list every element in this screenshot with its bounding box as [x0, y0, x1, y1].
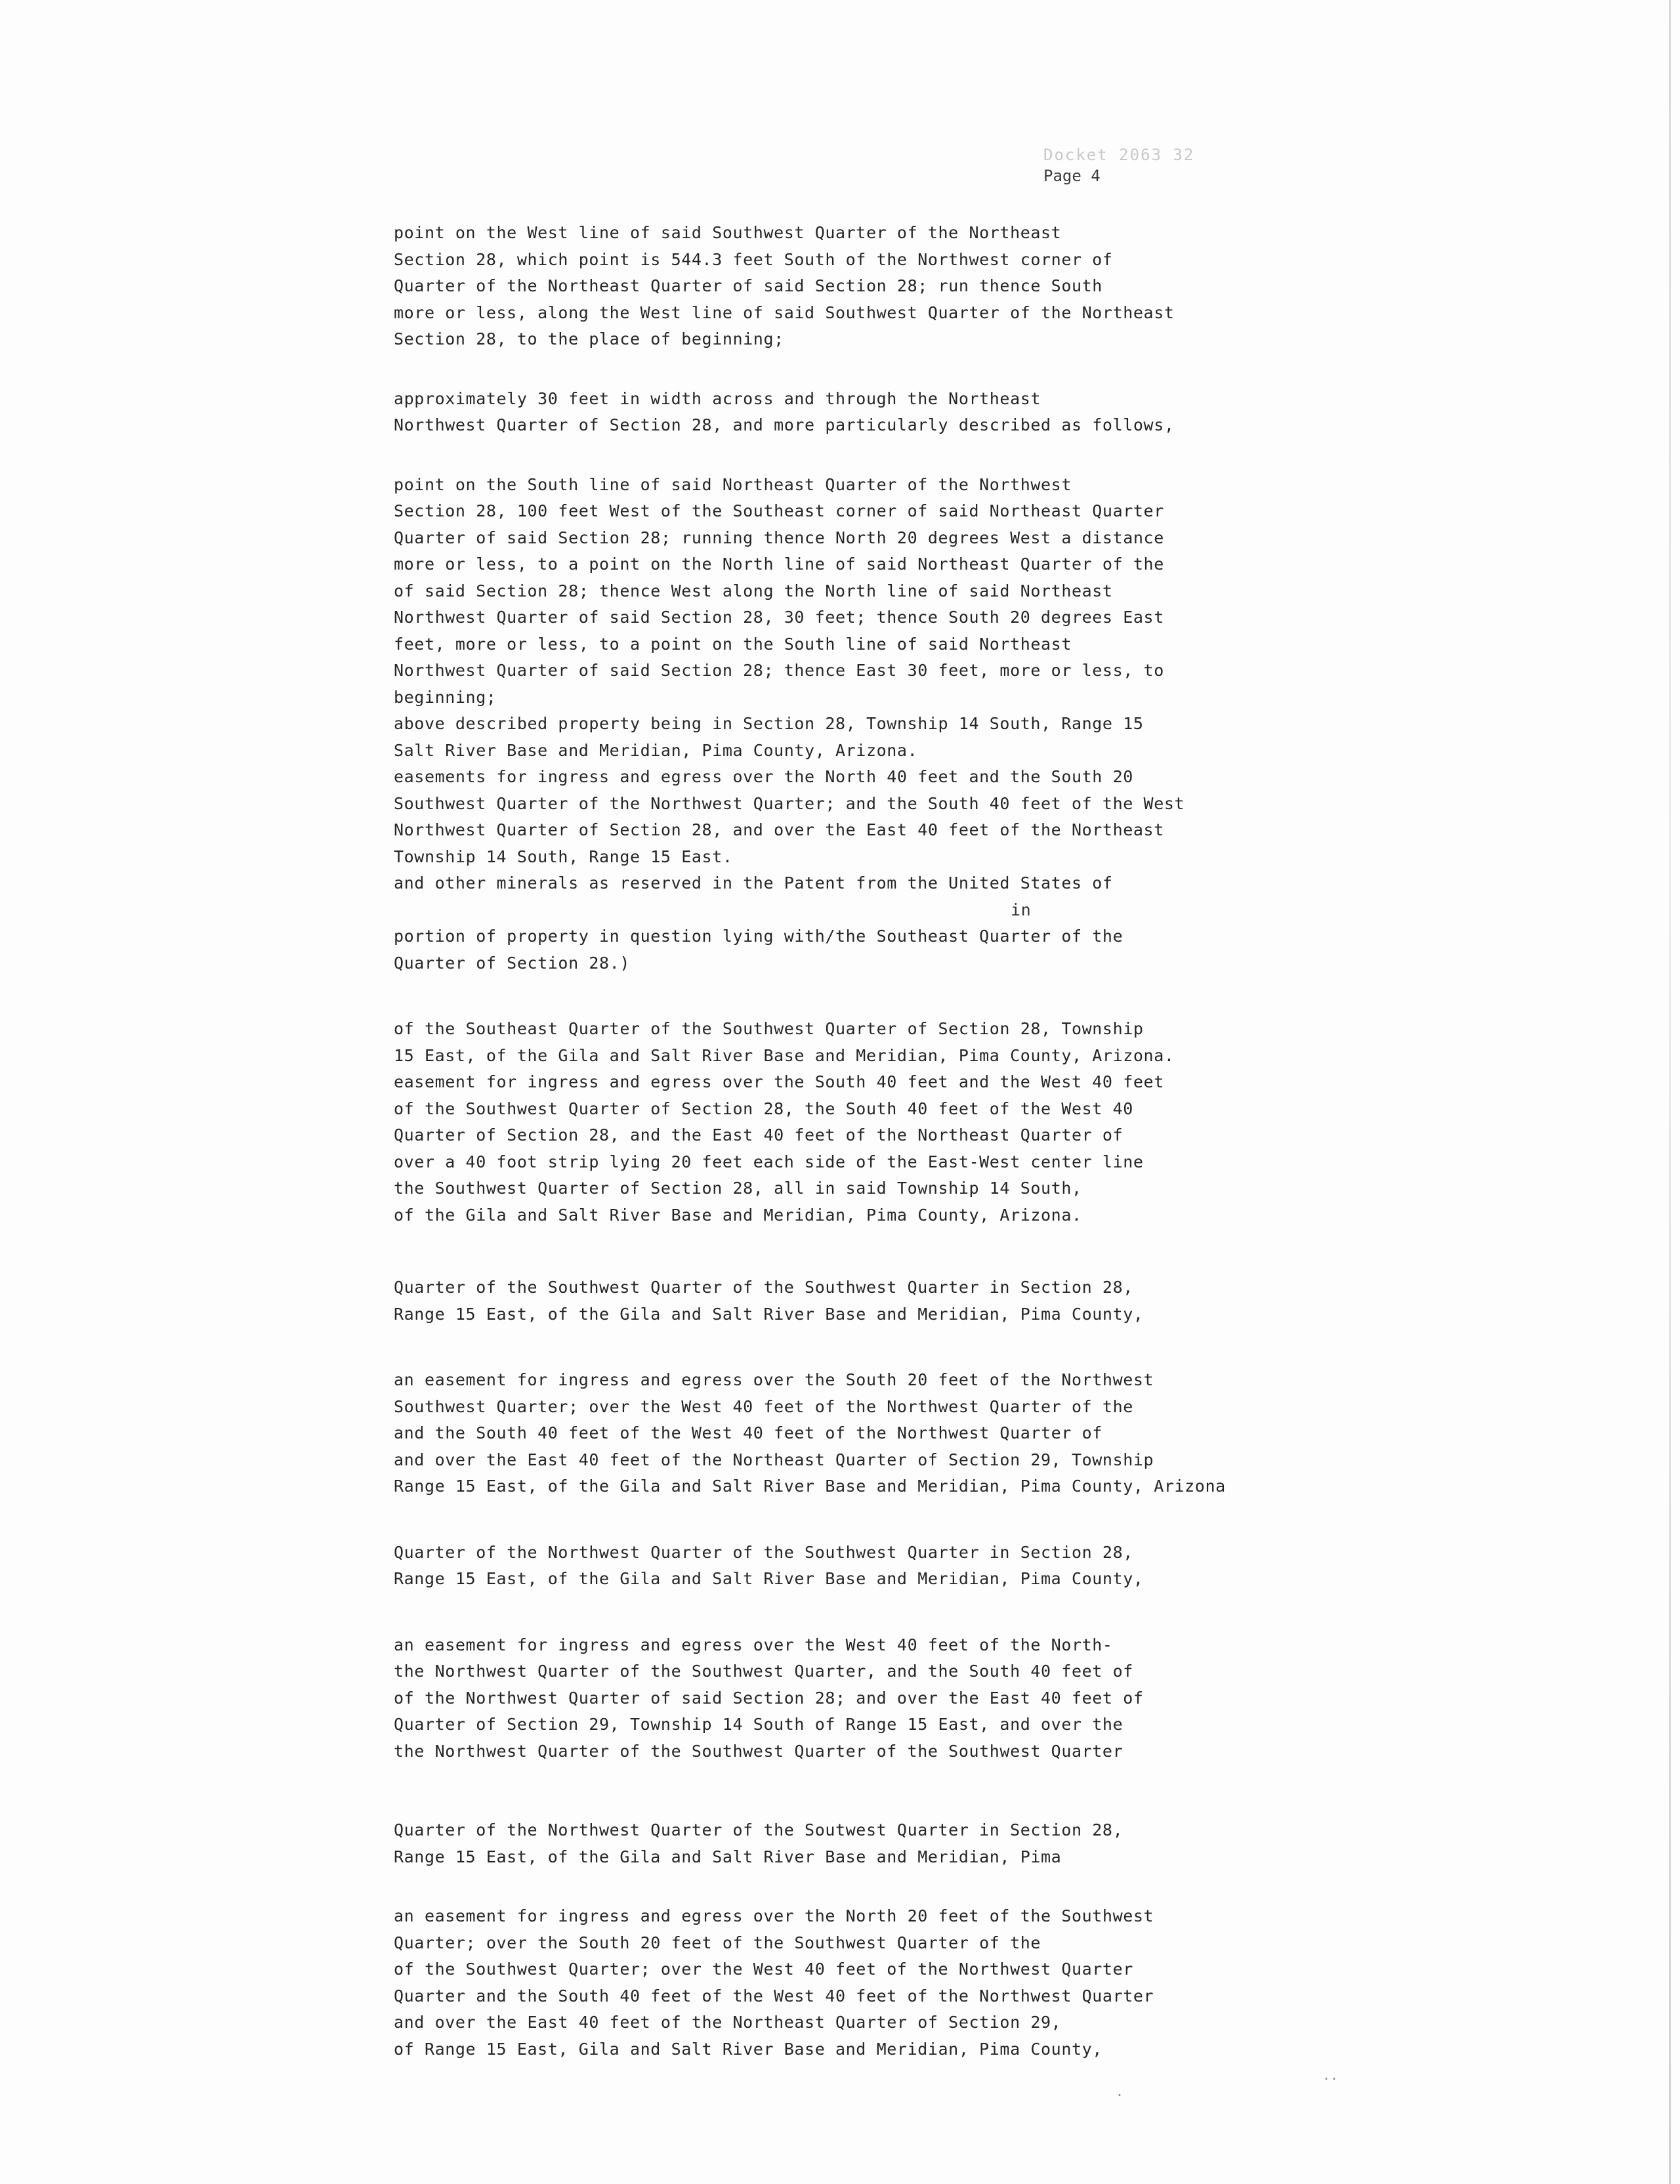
- text-line: of said Section 28; thence West along the North line of said Northeast: [394, 581, 1113, 600]
- scan-speck: .: [1116, 2084, 1124, 2099]
- text-line: Northwest Quarter of said Section 28; thence East 30 feet, more or less, to: [394, 661, 1164, 680]
- text-line: Northwest Quarter of Section 28, and more particularly described as follows,: [394, 415, 1175, 434]
- text-line: and the South 40 feet of the West 40 feet of the Northwest Quarter of: [394, 1423, 1102, 1442]
- text-line: beginning;: [394, 687, 497, 707]
- text-line: of the Southwest Quarter of Section 28, the South 40 feet of the West 40: [394, 1099, 1133, 1118]
- text-line: Section 28, 100 feet West of the Southeast corner of said Northeast Quarter: [394, 501, 1164, 520]
- text-line: the Southwest Quarter of Section 28, all in said Township 14 South,: [394, 1179, 1082, 1198]
- text-line: Quarter and the South 40 feet of the West 40 feet of the Northwest Quarter: [394, 1986, 1154, 2006]
- text-line: an easement for ingress and egress over the South 20 feet of the Northwest: [394, 1370, 1154, 1389]
- text-line: over a 40 foot strip lying 20 feet each side of the East-West center line: [394, 1152, 1144, 1171]
- text-line: Quarter of Section 29, Township 14 South of Range 15 East, and over the: [394, 1715, 1124, 1734]
- paragraph-gap: [394, 1593, 1378, 1632]
- text-line: Section 28, to the place of beginning;: [394, 329, 784, 348]
- text-line: Southwest Quarter of the Northwest Quarter; and the South 40 feet of the West: [394, 793, 1185, 813]
- text-line: Quarter of said Section 28; running thence North 20 degrees West a distance: [394, 528, 1164, 547]
- text-line: Range 15 East, of the Gila and Salt River Base and Meridian, Pima: [394, 1847, 1062, 1866]
- paragraph-gap: [394, 976, 1378, 1016]
- paragraph-gap: [394, 439, 1378, 472]
- text-line: Range 15 East, of the Gila and Salt River Base and Meridian, Pima County,: [394, 1304, 1144, 1324]
- text-line: the Northwest Quarter of the Southwest Quarter, and the South 40 feet of: [394, 1662, 1133, 1681]
- scan-speck: ..: [1322, 2067, 1339, 2083]
- handwritten-insertion: in: [1011, 900, 1032, 919]
- text-line: Quarter of the Northwest Quarter of the Southwest Quarter in Section 28,: [394, 1542, 1133, 1562]
- text-line: more or less, to a point on the North line of said Northeast Quarter of the: [394, 555, 1164, 574]
- text-line: more or less, along the West line of said Southwest Quarter of the Northeast: [394, 303, 1175, 322]
- paragraph-gap: [394, 1500, 1378, 1540]
- text-line: of the Gila and Salt River Base and Meridian, Pima County, Arizona.: [394, 1205, 1082, 1225]
- text-line: 15 East, of the Gila and Salt River Base and Meridian, Pima County, Arizona.: [394, 1045, 1175, 1065]
- text-line: of Range 15 East, Gila and Salt River Base and Meridian, Pima County,: [394, 2039, 1102, 2059]
- text-line: point on the South line of said Northeast Quarter of the Northwest: [394, 474, 1072, 494]
- text-line: Range 15 East, of the Gila and Salt River Base and Meridian, Pima County, Arizona: [394, 1477, 1226, 1496]
- paragraph: [394, 1540, 1378, 1593]
- text-line: easement for ingress and egress over the South 40 feet and the West 40 feet: [394, 1072, 1164, 1091]
- paragraph-gap: [394, 1328, 1378, 1367]
- text-line: easements for ingress and egress over the North 40 feet and the South 20: [394, 767, 1133, 786]
- text-line: Quarter of Section 28.): [394, 953, 630, 973]
- text-line: point on the West line of said Southwest Quarter of the Northeast: [394, 223, 1062, 242]
- text-line: portion of property in question lying with/the Southeast Quarter of the: [394, 927, 1124, 946]
- paragraph-gap: [394, 1870, 1378, 1903]
- text-line: Quarter of Section 28, and the East 40 feet of the Northeast Quarter of: [394, 1125, 1124, 1144]
- text-line: Range 15 East, of the Gila and Salt River Base and Meridian, Pima County,: [394, 1569, 1144, 1588]
- paragraph-gap: [394, 1228, 1378, 1274]
- text-line: of the Southeast Quarter of the Southwest Quarter of Section 28, Township: [394, 1019, 1144, 1038]
- docket-number: Docket 2063 32: [1043, 146, 1195, 164]
- paragraph-gap: [394, 353, 1378, 386]
- paragraph: [394, 1367, 1378, 1500]
- text-line: Quarter of the Southwest Quarter of the Southwest Quarter in Section 28,: [394, 1278, 1133, 1297]
- text-line: above described property being in Section 28, Township 14 South, Range 15: [394, 714, 1144, 733]
- text-line: Southwest Quarter; over the West 40 feet of the Northwest Quarter of the: [394, 1396, 1133, 1416]
- paragraph: [394, 1274, 1378, 1328]
- paragraph: [394, 1016, 1378, 1228]
- text-line: Quarter of the Northwest Quarter of the Soutwest Quarter in Section 28,: [394, 1820, 1124, 1839]
- paragraph: [394, 472, 1378, 897]
- text-line: Quarter; over the South 20 feet of the Southwest Quarter of the: [394, 1933, 1041, 1952]
- text-line: Section 28, which point is 544.3 feet South of the Northwest corner of: [394, 249, 1113, 269]
- legal-description-body: [394, 220, 1378, 2063]
- text-line: and other minerals as reserved in the Patent from the United States of: [394, 873, 1113, 892]
- text-line: Township 14 South, Range 15 East.: [394, 847, 733, 866]
- paragraph: [394, 897, 1378, 977]
- text-line: feet, more or less, to a point on the South line of said Northeast: [394, 634, 1072, 654]
- paragraph: [394, 386, 1378, 439]
- text-line: an easement for ingress and egress over the North 20 feet of the Southwest: [394, 1906, 1154, 1925]
- text-line: of the Southwest Quarter; over the West 40 feet of the Northwest Quarter: [394, 1960, 1133, 1979]
- text-line: Northwest Quarter of said Section 28, 30 feet; thence South 20 degrees East: [394, 608, 1164, 627]
- text-line: Salt River Base and Meridian, Pima County, Arizona.: [394, 740, 918, 760]
- text-line: of the Northwest Quarter of said Section 28; and over the East 40 feet of: [394, 1688, 1144, 1708]
- paragraph-gap: [394, 1765, 1378, 1817]
- text-line: and over the East 40 feet of the Northeast Quarter of Section 29, Township: [394, 1450, 1154, 1469]
- paragraph: [394, 220, 1378, 353]
- paragraph: [394, 1632, 1378, 1765]
- page-header: [1043, 144, 1194, 186]
- paragraph: [394, 1817, 1378, 1870]
- scan-edge: [1669, 0, 1671, 2184]
- paragraph: [394, 1903, 1378, 2063]
- text-line: approximately 30 feet in width across and through the Northeast: [394, 388, 1041, 408]
- page-number: Page 4: [1043, 167, 1101, 185]
- text-line: Northwest Quarter of Section 28, and over the East 40 feet of the Northeast: [394, 820, 1164, 839]
- text-line: Quarter of the Northeast Quarter of said Section 28; run thence South: [394, 276, 1102, 295]
- text-line: and over the East 40 feet of the Northeast Quarter of Section 29,: [394, 2013, 1062, 2032]
- text-line: an easement for ingress and egress over the West 40 feet of the North-: [394, 1635, 1113, 1654]
- text-line: the Northwest Quarter of the Southwest Quarter of the Southwest Quarter: [394, 1741, 1124, 1761]
